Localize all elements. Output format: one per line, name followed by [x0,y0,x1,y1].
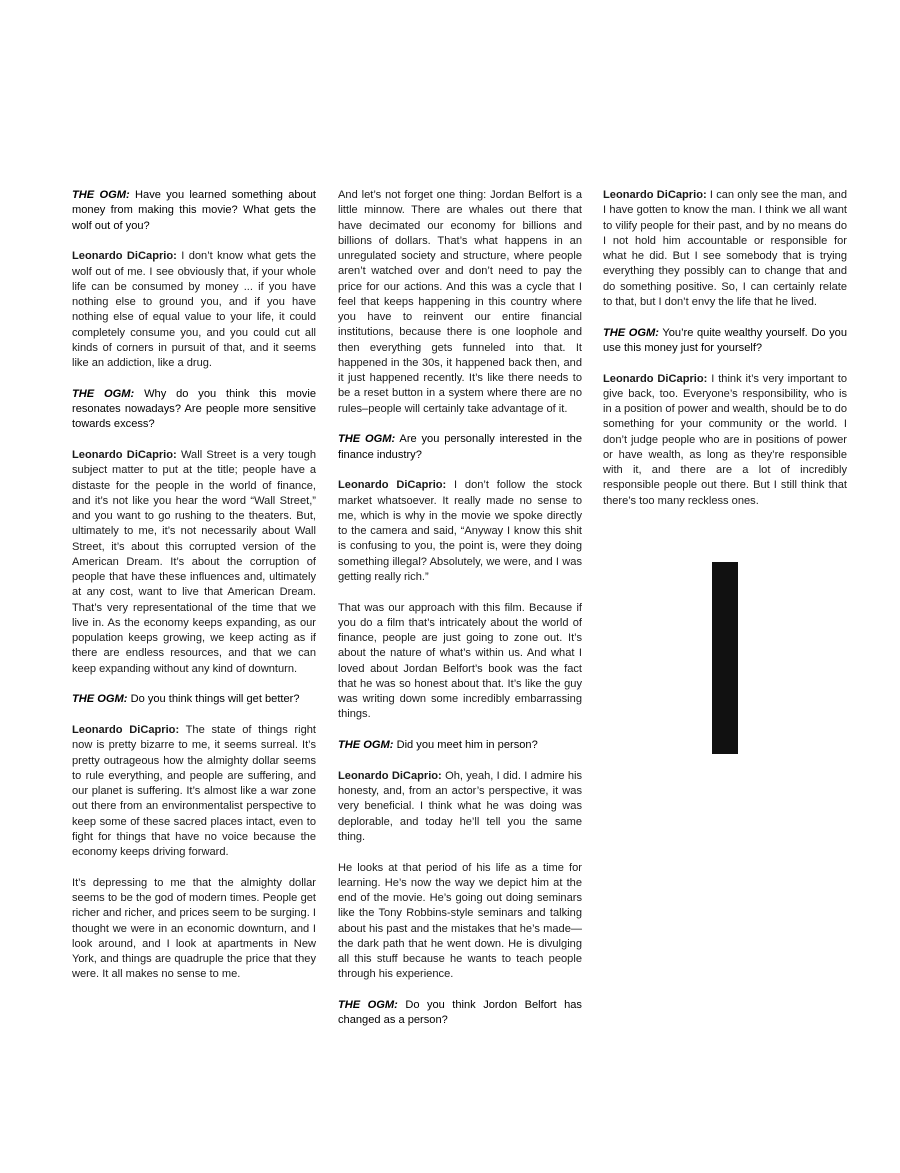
speaker-label: THE OGM: [72,693,128,706]
paragraph-text: And let’s not forget one thing: Jordan Belfort is a little minnow. There are whales out there that have decimated our economy for billions and billions of dollars. That’s what happens in an unregulated society and structure, where people aren’t watched over and don’t need to pay the price for our actions. And this was a cycle that I feel that keeps happening in this country where you have to reinvent our entire financial institutions, because there is one loophole and then everything gets funneled into that. It happened in the 30s, it happened back then, and it just happened recently. It’s like there needs to be a reset button in a system where there are no rules–people will certainly take advantage of it. [338,189,582,415]
paragraph-text: I think it’s very important to give back, too. Everyone’s responsibility, who is in a position of power and wealth, should be to do something for your community or the world. I don’t judge people who are in positions of power or have wealth, as long as they’re responsible with it, and there are a lot of incredibly responsible people out there. But I still think that there’s too many reckless ones. [603,372,847,507]
speaker-label: THE OGM: [603,326,659,339]
speaker-label: THE OGM: [72,387,135,400]
speaker-label: Leonardo DiCaprio: [603,372,708,385]
speaker-label: Leonardo DiCaprio: [72,250,177,263]
paragraph-text: Oh, yeah, I did. I admire his honesty, and, from an actor’s perspective, it was very beneficial. I think what he was doing was deplorable, and today he’ll tell you the same thing. [338,769,582,843]
paragraph-text: Are you personally interested in the finance industry? [338,433,582,461]
interview-answer [72,448,316,677]
paragraph-text: I don’t follow the stock market whatsoever. It really made no sense to me, which is why in the movie we spoke directly to the camera and said, “Anyway I know this shit is confusing to you, the point is, were they doing something illegal? Absolutely, we were, and I was getting really rich.” [338,479,582,583]
speaker-label: THE OGM: [72,189,130,201]
paragraph-text: Why do you think this movie resonates nowadays? Are people more sensitive towards excess? [72,387,316,431]
article-column-1 [72,188,316,998]
interview-question [603,326,847,357]
paragraph-text: I can only see the man, and I have gotten to know the man. I think we all want to vilify people for their past, and by no means do I not hold him accountable or responsible for what he did. But I see somebody that is trying everything they possibly can to change that and do something positive. So, I can certainly relate to that, but I don’t envy the life that he lived. [603,189,847,308]
paragraph-text: The state of things right now is pretty bizarre to me, it seems surreal. It’s pretty outrageous how the almighty dollar seems to rule everything, and people are suffering, and our planet is suffering. It’s almost like a war zone out there from an environmentalist perspective to keep some of these sacred places intact, even to fight for things that have no voice because the economy keeps driving forward. [72,724,317,858]
speaker-label: THE OGM: [338,433,396,446]
speaker-label: Leonardo DiCaprio: [72,724,180,736]
body-paragraph [338,861,582,983]
interview-answer [72,723,316,860]
paragraph-text: Did you meet him in person? [396,739,538,751]
speaker-label: Leonardo DiCaprio: [338,769,442,782]
interview-answer [338,769,582,845]
interview-answer [603,372,847,509]
paragraph-text: Have you learned something about money from making this movie? What gets the wolf out of you? [72,189,316,232]
speaker-label: Leonardo DiCaprio: [338,479,447,492]
paragraph-text: Do you think Jordon Belfort has changed as a person? [338,999,582,1027]
interview-question [338,998,582,1029]
speaker-label: Leonardo DiCaprio: [72,449,177,461]
interview-question [72,188,316,234]
interview-question [72,387,316,433]
speaker-label: THE OGM: [338,999,398,1011]
interview-question [338,738,582,753]
body-paragraph [338,601,582,723]
paragraph-text: Do you think things will get better? [130,693,300,706]
interview-answer [338,478,582,585]
body-paragraph [338,188,582,417]
speaker-label: Leonardo DiCaprio: [603,189,707,201]
paragraph-text: Wall Street is a very tough subject matter to put at the title; people have a distaste for the people in the world of finance, and it’s not like you hear the word “Wall Street,” and you want to go rushing to the theaters. But, ultimately to me, it’s not necessarily about Wall Street, it’s about this corrupted version of the American Dream. It’s about the corruption of people that have these influences and, ultimately at any cost, want to live that American Dream. That’s very representational of the time that we live in. As the economy keeps expanding, as our population keeps growing, we keep acting as if there are endless resources, and that we can keep expanding without any kind of downturn. [72,449,316,675]
body-paragraph [72,876,316,983]
article-column-2 [338,188,582,1044]
interview-answer [603,188,847,310]
paragraph-text: You’re quite wealthy yourself. Do you use this money just for yourself? [603,326,847,354]
interview-question [72,692,316,707]
paragraph-text: That was our approach with this film. Because if you do a film that’s intricately about the world of finance, people are just going to zone out. It’s about the nature of what’s within us. And what I loved about Jordan Belfort’s book was the fact that he was so honest about that. It’s like the guy was writing down some incredibly embarrassing things. [338,601,582,721]
speaker-label: THE OGM: [338,739,394,751]
article-column-3 [603,188,847,524]
paragraph-text: It’s depressing to me that the almighty dollar seems to be the god of modern times. People get richer and richer, and prices seem to be surging. I thought we were in an economic downturn, and I look around, and I look at apartments in New York, and things are quadruple the price that they were. It all makes no sense to me. [72,876,316,981]
interview-question [338,432,582,463]
paragraph-text: He looks at that period of his life as a time for learning. He’s now the way we depict him at the end of the movie. He’s going out doing seminars like the Tony Robbins-style seminars and talking about his past and the mistakes that he’s made—the dark path that he went down. He is divulging all this stuff because he wants to teach people through his experience. [338,861,582,981]
paragraph-text: I don’t know what gets the wolf out of me. I see obviously that, if your whole life can be consumed by money ... if you have nothing else to ground you, and if you have nothing else of equal value to your life, it could completely consume you, and you could cut all kinds of corners in pursuit of that, and it seems like an addiction, like a drug. [72,250,316,369]
decorative-black-bar [712,562,738,754]
interview-answer [72,249,316,371]
